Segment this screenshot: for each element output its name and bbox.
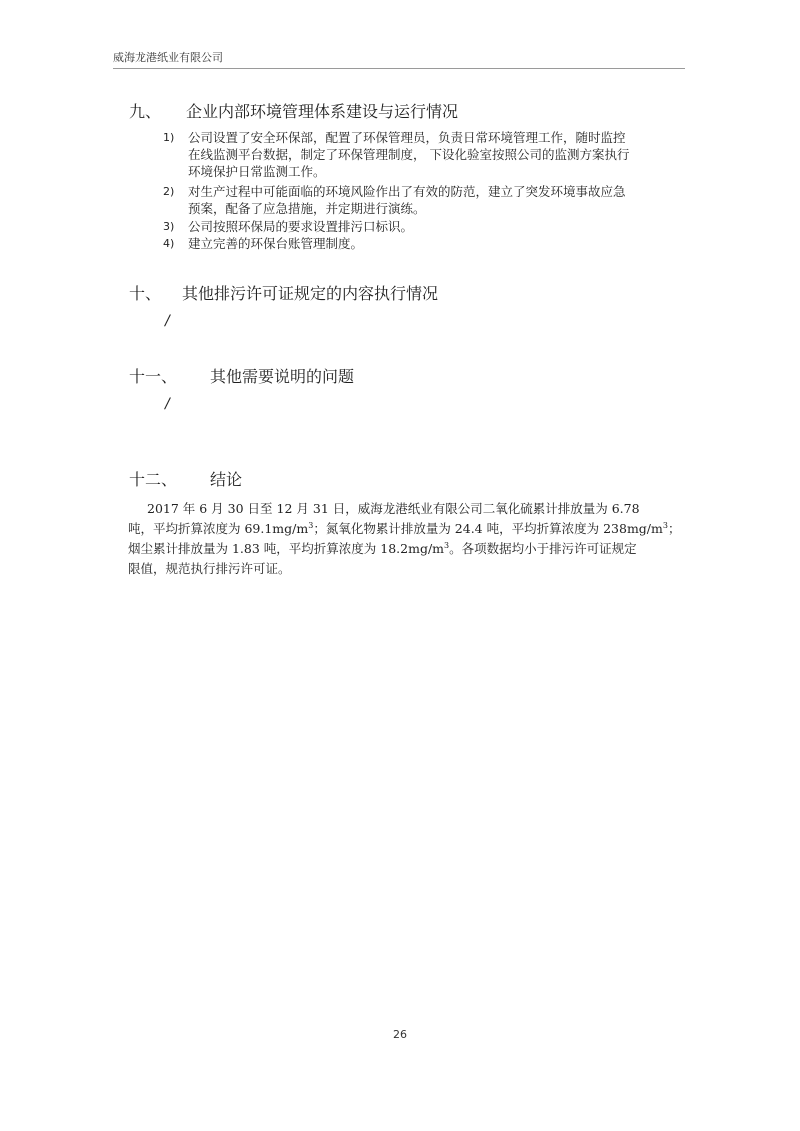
list-item-line: 公司按照环保局的要求设置排污口标识。 [188, 219, 414, 234]
section-10-content: / [165, 313, 170, 329]
header-company-name: 威海龙港纸业有限公司 [113, 51, 223, 64]
section-9-title: 企业内部环境管理体系建设与运行情况 [186, 102, 459, 121]
list-item-line: 建立完善的环保台账管理制度。 [188, 236, 364, 251]
list-item-text [188, 218, 688, 235]
list-item-line: 在线监测平台数据，制定了环保管理制度， 下设化验室按照公司的监测方案执行 [188, 147, 630, 162]
conclusion-line-1: 2017 年 6 月 30 日至 12 月 31 日，威海龙港纸业有限公司二氧化硫累计排放量为 6.78 [147, 501, 640, 516]
list-item-number: 3) [163, 220, 175, 233]
page-header [113, 48, 685, 69]
conclusion-line-2: 吨，平均折算浓度为 $69.1mg/m^3$；氮氧化物累计排放量为 24.4 吨，平均折算浓度为 $238mg/m^3$； [128, 520, 681, 536]
section-11-content: / [165, 396, 170, 412]
conclusion-line-4: 限值，规范执行排污许可证。 [128, 561, 291, 576]
list-item-number: 1) [163, 131, 175, 144]
list-item-number: 4) [163, 237, 175, 250]
section-10-title: 其他排污许可证规定的内容执行情况 [182, 284, 439, 303]
list-item-text [188, 183, 688, 217]
section-10-number: 十、 [129, 284, 162, 303]
list-item-text [188, 235, 688, 252]
section-11-number: 十一、 [129, 367, 178, 386]
list-item-line: 预案，配备了应急措施，并定期进行演练。 [188, 201, 426, 216]
section-12-number: 十二、 [129, 470, 178, 489]
list-item-line: 环境保护日常监测工作。 [188, 164, 326, 179]
section-9-number: 九、 [129, 102, 162, 121]
list-item-number: 2) [163, 185, 175, 198]
section-11-title: 其他需要说明的问题 [210, 367, 355, 386]
section-12-title: 结论 [210, 470, 243, 489]
list-item-line: 公司设置了安全环保部，配置了环保管理员，负责日常环境管理工作，随时监控 [188, 130, 626, 145]
conclusion-line-3: 烟尘累计排放量为 1.83 吨，平均折算浓度为 $18.2mg/m^3$。各项数据均小于排污许可证规定 [128, 540, 637, 556]
conclusion-paragraph [128, 499, 688, 579]
list-item-text [188, 129, 688, 180]
list-item-line: 对生产过程中可能面临的环境风险作出了有效的防范，建立了突发环境事故应急 [188, 184, 626, 199]
page-number: 26 [393, 1028, 407, 1041]
